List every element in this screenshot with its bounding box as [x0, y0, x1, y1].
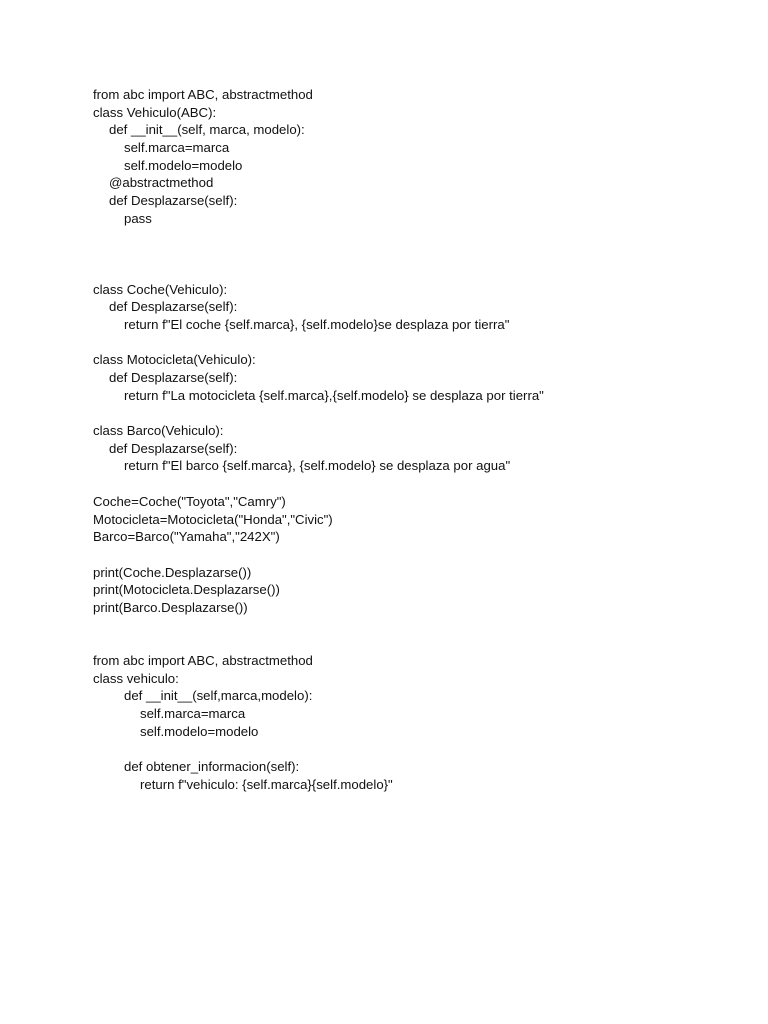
- code-line: self.marca=marca: [140, 706, 246, 722]
- blank-line: [93, 546, 733, 564]
- code-line: from abc import ABC, abstractmethod: [93, 653, 313, 668]
- code-line: class Coche(Vehiculo):: [93, 281, 228, 297]
- code-line: class Motocicleta(Vehiculo):: [93, 352, 256, 368]
- code-line: print(Barco.Desplazarse()): [93, 599, 248, 615]
- code-line: return f"El barco {self.marca}, {self.modelo} se desplaza por agua": [124, 458, 511, 474]
- code-line: @abstractmethod: [109, 175, 214, 191]
- code-line: def __init__(self, marca, modelo):: [109, 122, 305, 138]
- code-line: def __init__(self,marca,modelo):: [124, 688, 313, 704]
- code-line: def Desplazarse(self):: [109, 299, 238, 315]
- code-line: Coche=Coche("Toyota","Camry"): [93, 493, 286, 509]
- code-line: return f"El coche {self.marca}, {self.modelo}se desplaza por tierra": [124, 316, 510, 332]
- blank-line: [93, 334, 733, 352]
- code-line: self.modelo=modelo: [140, 723, 259, 739]
- code-line: def Desplazarse(self):: [109, 193, 238, 209]
- code-line: return f"La motocicleta {self.marca},{self.modelo} se desplaza por tierra": [124, 387, 544, 403]
- code-line: from abc import ABC, abstractmethod: [93, 87, 313, 102]
- blank-line: [93, 740, 733, 758]
- code-line: class Barco(Vehiculo):: [93, 423, 224, 439]
- code-line: self.marca=marca: [124, 140, 230, 156]
- blank-line: [93, 404, 733, 422]
- code-line: print(Coche.Desplazarse()): [93, 564, 252, 580]
- blank-line: [93, 634, 733, 652]
- blank-line: [93, 475, 733, 493]
- code-line: class Vehiculo(ABC):: [93, 104, 217, 120]
- code-line: pass: [124, 210, 152, 226]
- code-line: class vehiculo:: [93, 670, 179, 686]
- code-line: Motocicleta=Motocicleta("Honda","Civic"): [93, 511, 333, 527]
- code-line: print(Motocicleta.Desplazarse()): [93, 582, 280, 598]
- blank-line: [93, 263, 733, 281]
- code-line: def Desplazarse(self):: [109, 440, 238, 456]
- code-line: def Desplazarse(self):: [109, 370, 238, 385]
- blank-line: [93, 245, 733, 263]
- code-line: return f"vehiculo: {self.marca}{self.modelo}": [140, 776, 393, 792]
- code-line: def obtener_informacion(self):: [124, 759, 300, 775]
- blank-line: [93, 228, 733, 246]
- blank-line: [93, 617, 733, 635]
- code-line: Barco=Barco("Yamaha","242X"): [93, 529, 280, 545]
- code-line: self.modelo=modelo: [124, 157, 243, 173]
- code-listing: [93, 86, 733, 794]
